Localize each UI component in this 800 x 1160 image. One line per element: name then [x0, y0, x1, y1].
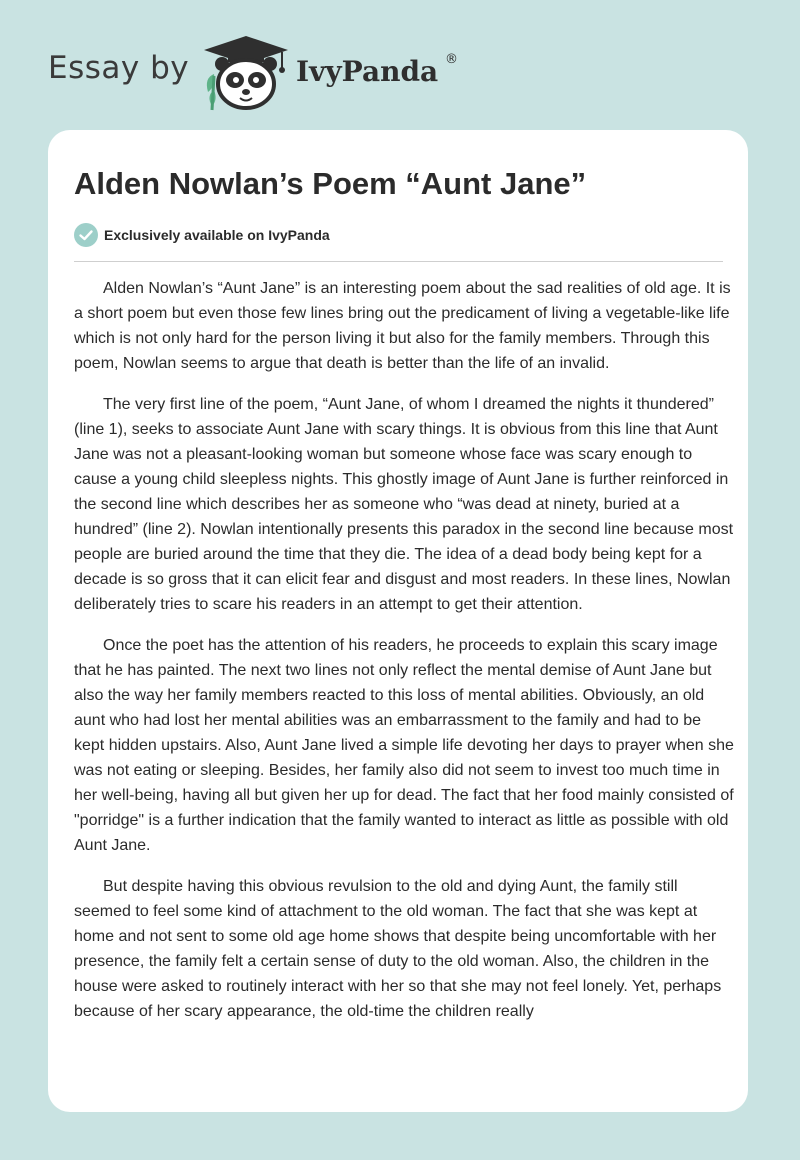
page-title: Alden Nowlan’s Poem “Aunt Jane”	[74, 166, 587, 201]
exclusive-badge	[74, 222, 330, 248]
essay-body	[74, 276, 734, 1040]
registered-mark: ®	[445, 52, 458, 67]
brand-name[interactable]: IvyPanda	[296, 55, 439, 88]
paragraph: The very first line of the poem, “Aunt Jane, of whom I dreamed the nights it thundered” (line 1), seeks to associate Aunt Jane with scary things. It is obvious from this line that Aunt Jane was not a pleasant-looking woman but someone whose face was scary enough to cause a young child sleepless nights. This ghostly image of Aunt Jane is further reinforced in the second line which describes her as someone who “was dead at ninety, buried at a hundred” (line 2). Nowlan intentionally presents this paradox in the second line because most people are buried around the time that they die. The idea of a dead body being kept for a decade is so gross that it can elicit fear and disgust and most readers. In these lines, Nowlan deliberately tries to scare his readers in an attempt to get their attention.	[74, 396, 734, 613]
divider	[74, 261, 723, 262]
paragraph: Alden Nowlan’s “Aunt Jane” is an interesting poem about the sad realities of old age. It is a short poem but even those few lines bring out the predicament of living a vegetable-like life which is not only hard for the person living it but also for the family members. Through this poem, Nowlan seems to argue that death is better than the life of an invalid.	[74, 280, 731, 372]
paragraph: But despite having this obvious revulsion to the old and dying Aunt, the family still seemed to feel some kind of attachment to the old woman. The fact that she was kept at home and not sent to some old age home shows that despite being uncomfortable with her presence, the family felt a certain sense of duty to the old woman. Also, the children in the house were asked to routinely interact with her so that she may not feel lonely. Yet, perhaps because of her scary appearance, the old-time the children really	[74, 878, 722, 1020]
paragraph: Once the poet has the attention of his readers, he proceeds to explain this scary image that he has painted. The next two lines not only reflect the mental demise of Aunt Jane but also the way her family members reacted to this loss of mental abilities. Obviously, an old aunt who had lost her mental abilities was an embarrassment to the family and had to be kept hidden upstairs. Also, Aunt Jane lived a simple life devoting her days to prayer when she was not eating or sleeping. Besides, her family also did not seem to invest too much time in her well-being, having all but given her up for dead. The fact that her food mainly consisted of "porridge" is a further indication that the family wanted to interact as little as possible with old Aunt Jane.	[74, 637, 734, 854]
essay-by-label: Essay by	[48, 50, 190, 86]
essay-card	[48, 130, 748, 1112]
site-header	[0, 0, 800, 130]
exclusive-badge-label: Exclusively available on IvyPanda	[104, 227, 330, 243]
panda-graduation-cap-icon[interactable]	[200, 34, 292, 112]
check-circle-icon	[74, 223, 98, 247]
